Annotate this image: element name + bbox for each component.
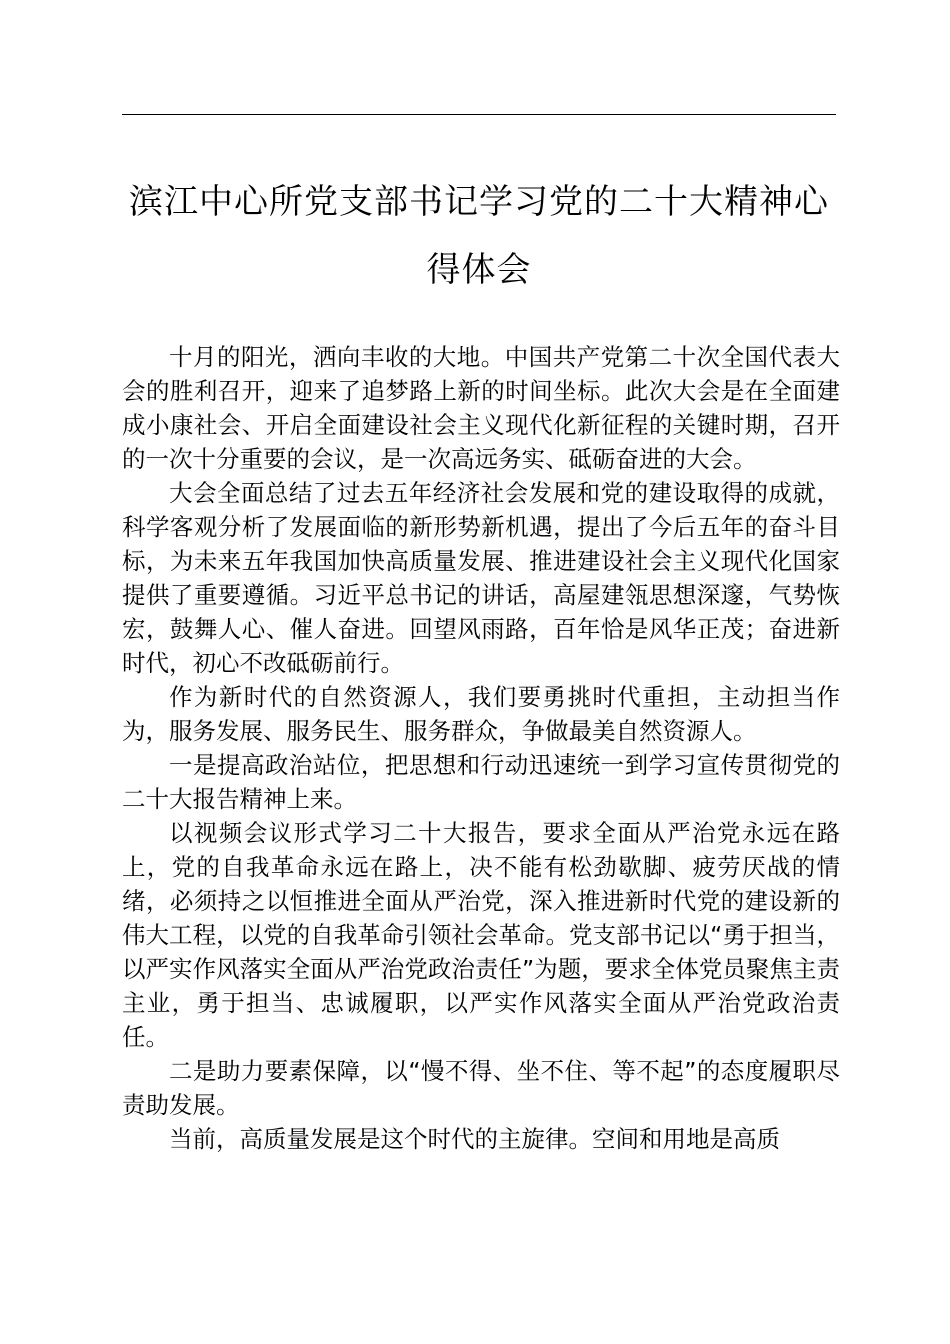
document-body bbox=[122, 340, 840, 1156]
paragraph-2: 大会全面总结了过去五年经济社会发展和党的建设取得的成就，科学客观分析了发展面临的新形势新机遇，提出了今后五年的奋斗目标，为未来五年我国加快高质量发展、推进建设社会主义现代化国家提供了重要遵循。习近平总书记的讲话，高屋建瓴思想深邃，气势恢宏，鼓舞人心、催人奋进。回望风雨路，百年恰是风华正茂；奋进新时代，初心不改砥砺前行。 bbox=[122, 479, 840, 677]
paragraph-7: 当前，高质量发展是这个时代的主旋律。空间和用地是高质 bbox=[169, 1125, 780, 1153]
header-rule bbox=[122, 114, 836, 115]
document-title: 滨江中心所党支部书记学习党的二十大精神心得体会 bbox=[129, 182, 829, 290]
paragraph-3: 作为新时代的自然资源人，我们要勇挑时代重担，主动担当作为，服务发展、服务民生、服务群众，争做最美自然资源人。 bbox=[122, 683, 840, 745]
paragraph-1: 十月的阳光，洒向丰收的大地。中国共产党第二十次全国代表大会的胜利召开，迎来了追梦路上新的时间坐标。此次大会是在全面建成小康社会、开启全面建设社会主义现代化新征程的关键时期，召开的一次十分重要的会议，是一次高远务实、砥砺奋进的大会。 bbox=[122, 343, 840, 473]
paragraph-5: 以视频会议形式学习二十大报告，要求全面从严治党永远在路上，党的自我革命永远在路上，决不能有松劲歇脚、疲劳厌战的情绪，必须持之以恒推进全面从严治党，深入推进新时代党的建设新的伟大工程，以党的自我革命引领社会革命。党支部书记以“勇于担当，以严实作风落实全面从严治党政治责任”为题，要求全体党员聚焦主责主业，勇于担当、忠诚履职，以严实作风落实全面从严治党政治责任。 bbox=[122, 819, 840, 1051]
paragraph-6: 二是助力要素保障，以“慢不得、坐不住、等不起”的态度履职尽责助发展。 bbox=[122, 1057, 840, 1119]
paragraph-4: 一是提高政治站位，把思想和行动迅速统一到学习宣传贯彻党的二十大报告精神上来。 bbox=[122, 751, 840, 813]
